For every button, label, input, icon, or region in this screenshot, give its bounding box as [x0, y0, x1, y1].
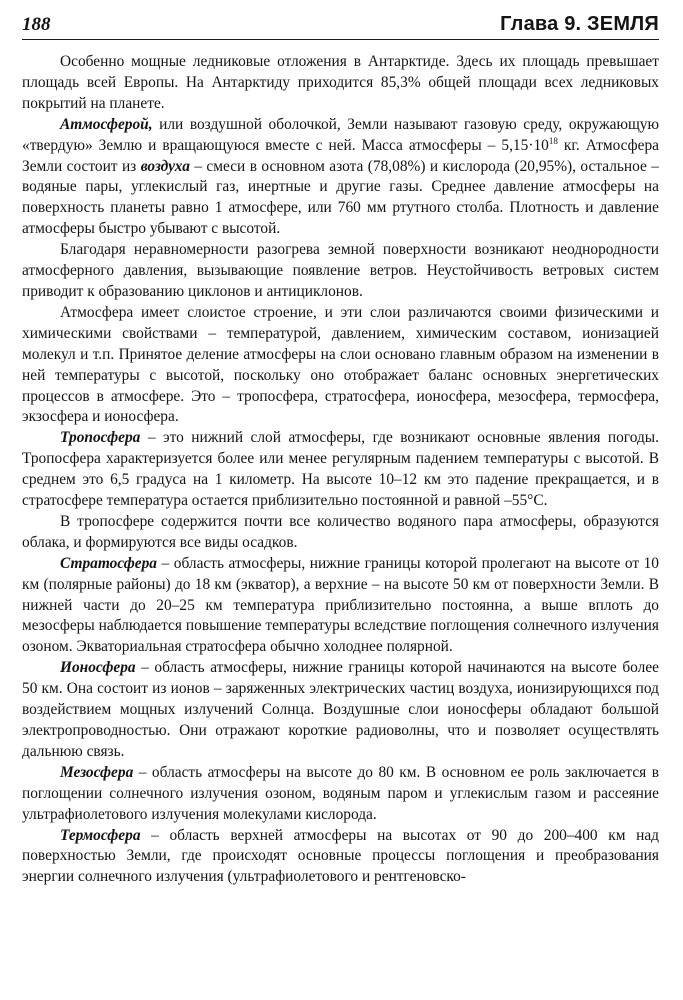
- term-stratosphere: Стратосфера: [60, 554, 157, 572]
- paragraph-winds: [22, 240, 659, 303]
- paragraph-troposphere: [22, 428, 659, 512]
- paragraph-text: Атмосфера имеет слоистое строение, и эти слои различаются своими физическими и химическими свойствами – температурой, давлением, химическим составом, ионизацией молекул и т.п. Принятое деление атмосферы на слои основано главным образом на изменении в ней температуры с высотой, поскольку оно отображает баланс основных энергетических процессов в атмосфере. Это – тропосфера, стратосфера, ионосфера, мезосфера, термосфера, экзосфера и ионосфера.: [22, 303, 659, 426]
- paragraph-text: В тропосфере содержится почти все количество водяного пара атмосферы, образуются облака, и формируются все виды осадков.: [22, 512, 659, 551]
- paragraph-stratosphere: [22, 554, 659, 659]
- term-mesosphere: Мезосфера: [60, 763, 134, 781]
- paragraph-ionosphere: [22, 658, 659, 763]
- paragraph-antarctic-glaciers: [22, 52, 659, 115]
- term-troposphere: Тропосфера: [60, 429, 141, 447]
- paragraph-layers: [22, 303, 659, 428]
- paragraph-text: – область атмосферы, нижние границы которой пролегают на высоте от 10 км (полярные районы) до 18 км (экватор), а верхние – на высоте 50 км от поверхности Земли. В нижней части до 20–25 км температура приблизительно постоянна, а выше вплоть до мезосферы наблюдается повышение температуры вследствие поглощения солнечного излучения озоном. Экваториальная стратосфера обычно холоднее полярной.: [22, 554, 659, 656]
- paragraph-text: Особенно мощные ледниковые отложения в Антарктиде. Здесь их площадь превышает площадь всей Европы. На Антарктиду приходится 85,3% общей площади всех ледниковых покрытий на планете.: [22, 53, 659, 112]
- paragraph-text: – смеси в основном азота (78,08%) и кислорода (20,95%), остальное – водяные пары, углекислый газ, инертные и другие газы. Среднее давление атмосферы на поверхность планеты равно 1 атмосфере, или 760 мм ртутного столба. Плотность и давление атмосферы быстро убывают с высотой.: [22, 157, 659, 238]
- exponent: 18: [548, 135, 558, 146]
- paragraph-water-vapor: [22, 512, 659, 554]
- paragraph-text: – это нижний слой атмосферы, где возникают основные явления погоды. Тропосфера характеризуется более или менее регулярным падением температуры с высотой. В среднем это 6,5 градуса на 1 километр. На высоте 10–12 км это падение прекращается, и в стратосфере температура остается приблизительно постоянной и равной –55°С.: [22, 429, 659, 510]
- page-number: 188: [22, 14, 51, 35]
- term-ionosphere: Ионосфера: [60, 659, 136, 677]
- chapter-title: Глава 9. ЗЕМЛЯ: [500, 13, 659, 35]
- paragraph-mesosphere: [22, 763, 659, 826]
- paragraph-text: кг. Атмосфера Земли состоит из: [22, 136, 659, 175]
- paragraph-text: – область атмосферы на высоте до 80 км. В основном ее роль заключается в поглощении солнечного излучения озоном, водяным паром и углекислым газом и рассеяние ультрафиолетового излучения молекулами кислорода.: [22, 763, 659, 823]
- term-atmosphere: Атмосферой,: [60, 115, 153, 133]
- paragraph-thermosphere: [22, 826, 659, 889]
- term-air: воздуха: [140, 157, 190, 175]
- term-thermosphere: Термосфера: [60, 826, 141, 844]
- paragraph-text: или воздушной оболочкой, Земли называют газовую среду, окружающую «твердую» Землю и вращающуюся вместе с ней. Масса атмосферы – 5,15·10: [22, 115, 659, 154]
- paragraph-text: – область верхней атмосферы на высотах от 90 до 200–400 км над поверхностью Земли, где происходят основные процессы поглощения и преобразования энергии солнечного излучения (ультрафиолетового и рентгеновско-: [22, 826, 659, 886]
- header-rule: [22, 39, 659, 40]
- body-text: [22, 52, 659, 888]
- running-header: [22, 14, 659, 42]
- paragraph-atmosphere: [22, 115, 659, 240]
- paragraph-text: Благодаря неравномерности разогрева земной поверхности возникают неоднородности атмосферного давления, вызывающие появление ветров. Неустойчивость ветровых систем приводит к образованию циклонов и антициклонов.: [22, 241, 659, 300]
- paragraph-text: – область атмосферы, нижние границы которой начинаются на высоте более 50 км. Она состоит из ионов – заряженных электрических частиц воздуха, ионизирующихся под воздействием мощных излучений Солнца. Воздушные слои ионосферы обладают большой электропроводностью. Они отражают короткие радиоволны, что и позволяет осуществлять дальнюю связь.: [22, 659, 659, 760]
